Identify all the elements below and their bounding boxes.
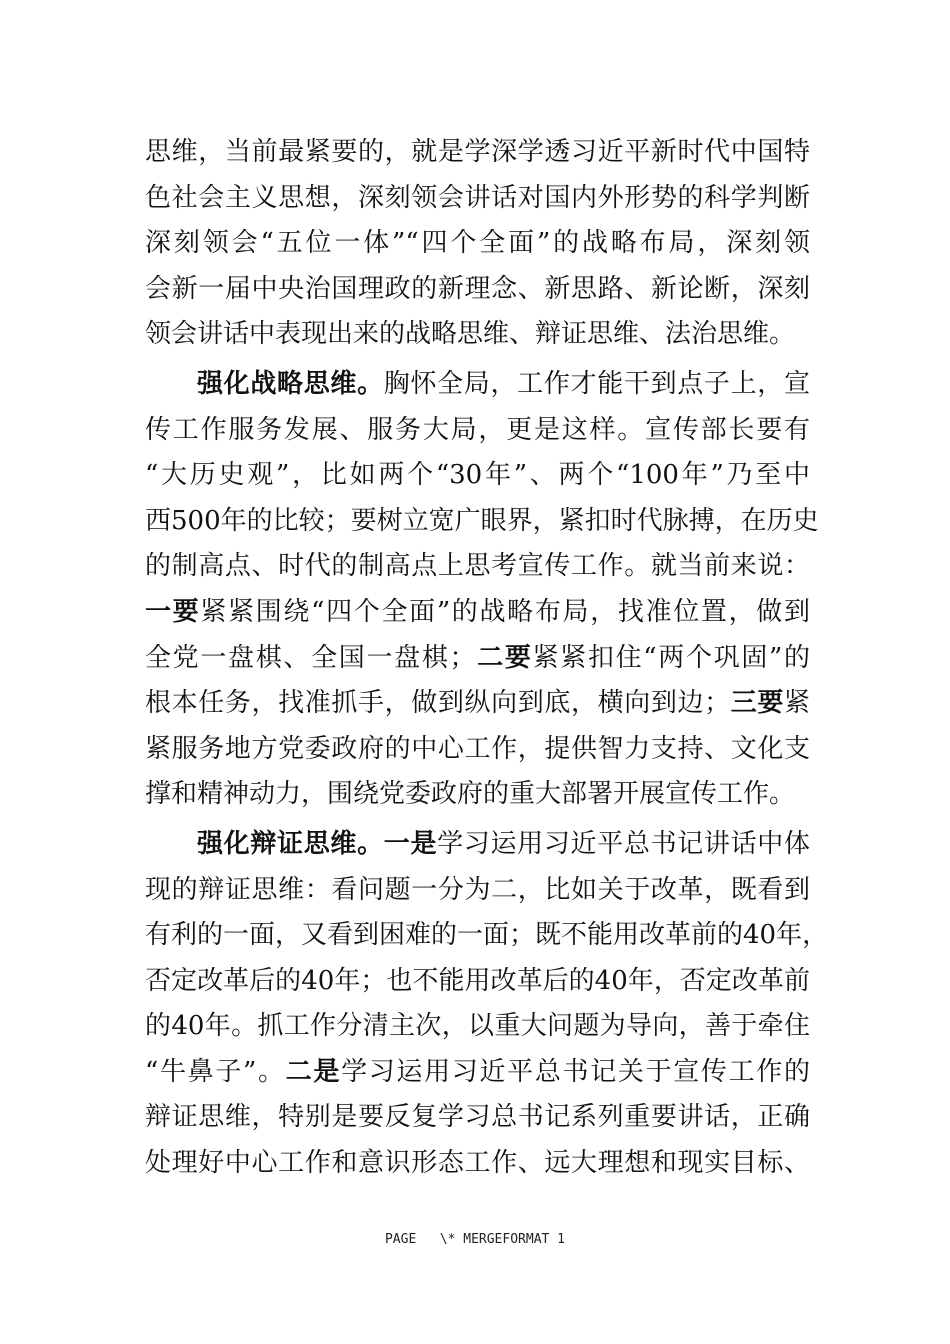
text-line (145, 1095, 810, 1141)
text-line (145, 499, 819, 545)
text-run: 处理好中心工作和意识形态工作、远大理想和现实目标、 (145, 1148, 810, 1179)
text-run: 撑和精神动力，围绕党委政府的重大部署开展宣传工作。 (145, 779, 796, 810)
text-run: 辩证思维，特别是要反复学习总书记系列重要讲话，正确 (145, 1102, 810, 1133)
text-run: 有利的一面，又看到困难的一面；既不能用改革前的40年， (145, 920, 829, 951)
text-line (145, 590, 810, 636)
text-run: 的40年。抓工作分清主次，以重大问题为导向，善于牵住 (145, 1011, 810, 1042)
text-line (145, 1050, 810, 1096)
bold-text: 强化战略思维。 (197, 368, 384, 399)
text-line (145, 312, 810, 358)
text-run: 会新一届中央治国理政的新理念、新思路、新论断，深刻 (145, 273, 810, 304)
text-run: 紧紧围绕“四个全面”的战略布局，找准位置，做到 (200, 596, 810, 627)
body-text (145, 130, 829, 1187)
text-run: 胸怀全局，工作才能干到点子上，宣 (383, 368, 810, 399)
text-run: 根本任务，找准抓手，做到纵向到底，横向到边； (145, 688, 731, 719)
text-line (145, 221, 810, 267)
text-line (145, 1141, 810, 1187)
text-line (145, 1004, 810, 1050)
text-run: 色社会主义思想，深刻领会讲话对国内外形势的科学判断 (145, 182, 810, 213)
text-line (145, 130, 810, 176)
bold-text: 一要 (145, 596, 201, 627)
text-line (145, 408, 810, 454)
text-line (145, 772, 810, 818)
text-run: 否定改革后的40年；也不能用改革后的40年，否定改革前 (145, 965, 810, 996)
text-line (145, 453, 810, 499)
paragraph (145, 822, 829, 1187)
text-run: “牛鼻子”。 (145, 1056, 286, 1087)
text-run: 紧紧扣住“两个巩固”的 (532, 642, 810, 673)
page-footer: PAGE \* MERGEFORMAT 1 (384, 1232, 565, 1247)
text-run: 思维，当前最紧要的，就是学深学透习近平新时代中国特 (145, 137, 810, 167)
text-line (145, 822, 810, 868)
text-line (145, 544, 810, 590)
bold-text: 二是 (285, 1056, 342, 1087)
text-run: 学习运用习近平总书记讲话中体 (437, 828, 810, 859)
text-run: “大历史观”，比如两个“30年”、两个“100年”乃至中 (145, 460, 810, 491)
bold-text: 二要 (475, 642, 533, 673)
paragraph (145, 362, 819, 818)
text-line (145, 959, 810, 1005)
text-line (145, 913, 829, 959)
paragraph (145, 130, 810, 358)
text-run: 紧 (783, 688, 810, 719)
text-run: 学习运用习近平总书记关于宣传工作的 (341, 1056, 810, 1087)
text-run: 紧服务地方党委政府的中心工作，提供智力支持、文化支 (145, 733, 810, 764)
text-run: 深刻领会“五位一体”“四个全面”的战略布局，深刻领 (145, 228, 810, 259)
bold-text: 强化辩证思维。一是 (197, 828, 438, 859)
text-line (145, 176, 810, 222)
text-line (145, 362, 810, 408)
text-line (145, 681, 810, 727)
text-run: 领会讲话中表现出来的战略思维、辩证思维、法治思维。 (145, 319, 796, 350)
text-run: 传工作服务发展、服务大局，更是这样。宣传部长要有 (145, 414, 810, 445)
text-line (145, 868, 810, 914)
text-line (145, 267, 810, 313)
text-run: 的制高点、时代的制高点上思考宣传工作。就当前来说： (145, 551, 810, 582)
text-line (145, 636, 810, 682)
text-line (145, 727, 810, 773)
text-run: 现的辩证思维：看问题一分为二，比如关于改革，既看到 (145, 874, 810, 905)
text-run: 西500年的比较；要树立宽广眼界，紧扣时代脉搏，在历史 (145, 505, 819, 536)
bold-text: 三要 (730, 688, 784, 719)
text-run: 全党一盘棋、全国一盘棋； (145, 642, 476, 673)
